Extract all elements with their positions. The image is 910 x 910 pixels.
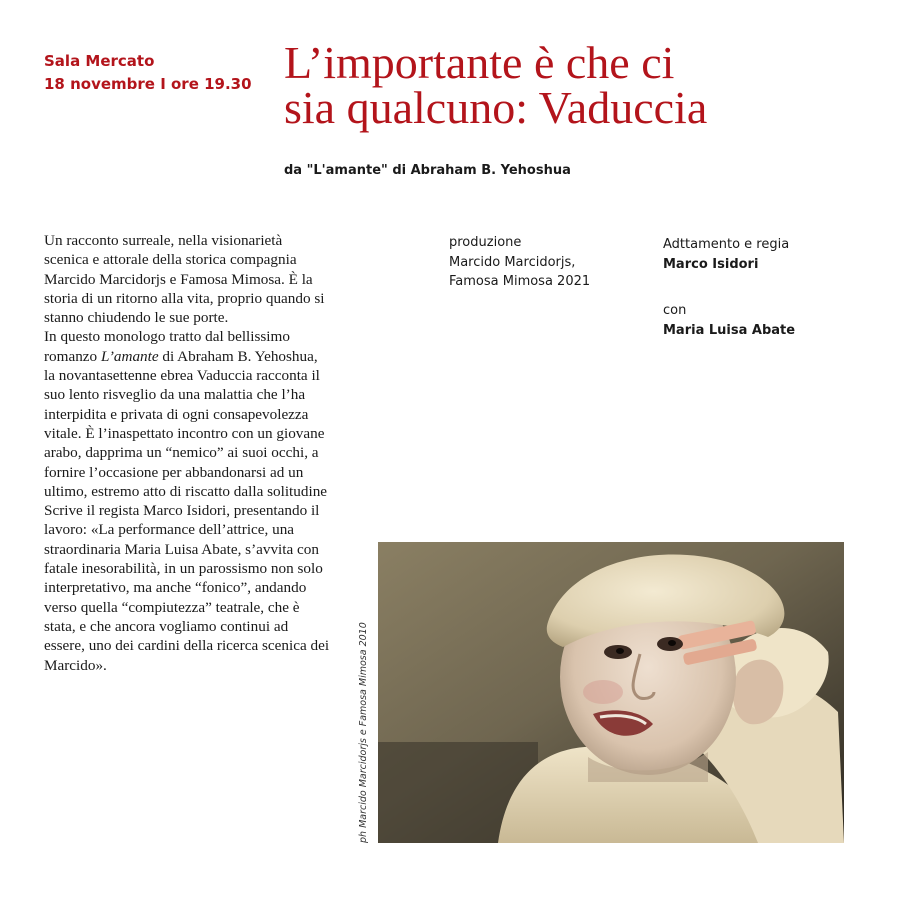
page-title	[284, 37, 844, 133]
description-text	[44, 231, 330, 675]
with-label: con	[663, 303, 687, 318]
paragraph-1: Un racconto surreale, nella visionarietà scenica e attorale della storica compagnia Marcido Marcidorjs e Famosa Mimosa. È la storia di un ritorno alla vita, proprio quando si stanno chiudendo le sue porte.	[44, 232, 325, 327]
production-info	[449, 233, 590, 292]
credits	[663, 235, 795, 340]
venue-name: Sala Mercato	[44, 52, 155, 70]
paragraph-2-start: In questo monologo tratto dal bellissimo romanzo	[44, 328, 290, 365]
direction-label: Adttamento e regia	[663, 237, 790, 252]
book-title: L’amante	[100, 347, 159, 365]
event-date: 18 novembre I ore 19.30	[44, 75, 252, 93]
event-info	[44, 50, 252, 96]
paragraph-2-end: di Abraham B. Yehoshua, la novantasettenne ebrea Vaduccia racconta il suo lento risveglio da una malattia che l’ha interpidita e privata di ogni consapevolezza vitale. È l’inaspettato incontro con un giovane arabo, dapprima un “nemico” ai suoi occhi, a fornire l’occasione per abbandonarsi ad un ultimo, estremo atto di riscatto dalla solitudine	[44, 347, 328, 500]
actor-name: Maria Luisa Abate	[663, 322, 796, 338]
title-line-1: L’importante è che ci	[284, 37, 675, 88]
director-name: Marco Isidori	[663, 256, 759, 272]
photo-caption: ph Marcido Marcidorjs e Famosa Mimosa 2010	[358, 622, 369, 843]
title-line-2: sia qualcuno: Vaduccia	[284, 82, 708, 133]
production-line-1: Marcido Marcidorjs,	[449, 254, 576, 270]
page-subtitle: da "L'amante" di Abraham B. Yehoshua	[284, 163, 571, 178]
production-label: produzione	[449, 235, 522, 250]
production-line-2: Famosa Mimosa 2021	[449, 274, 591, 289]
paragraph-2	[44, 327, 330, 501]
paragraph-3: Scrive il regista Marco Isidori, presentando il lavoro: «La performance dell’attrice, una straordinaria Maria Luisa Abate, s’avvita con fatale inesorabilità, in un parossismo non solo interpretativo, ma anche “fonico”, andando verso quella “compiutezza” teatrale, che è stata, e che ancora vogliamo continui ad essere, uno dei cardini della ricerca scenica dei Marcido».	[44, 502, 330, 674]
performance-photo	[378, 542, 844, 843]
